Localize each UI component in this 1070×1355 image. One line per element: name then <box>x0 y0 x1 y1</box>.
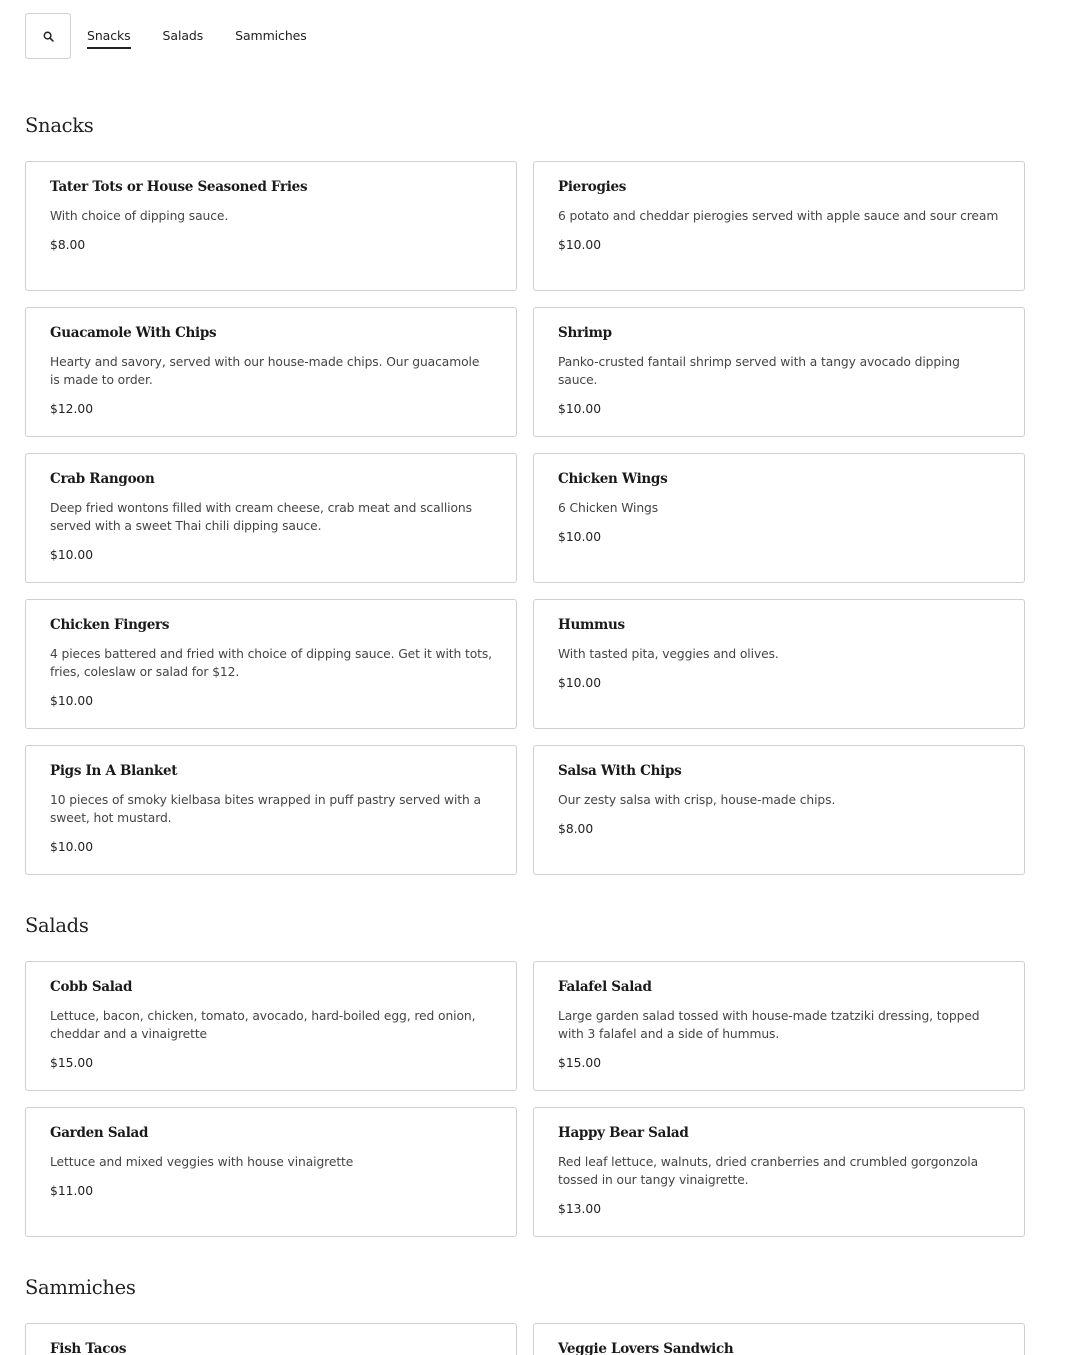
item-price: $10.00 <box>50 694 94 708</box>
item-description: Hearty and savory, served with our house-made chips. Our guacamole is made to order. <box>50 355 480 387</box>
item-price: $10.00 <box>558 238 602 252</box>
menu-item-card[interactable] <box>25 961 517 1091</box>
section-title: Snacks <box>25 114 94 137</box>
menu-grid <box>25 961 1025 1237</box>
item-description: 6 Chicken Wings <box>558 501 659 515</box>
item-name: Tater Tots or House Seasoned Fries <box>50 179 308 195</box>
item-name: Veggie Lovers Sandwich <box>558 1341 734 1355</box>
menu-item-card[interactable] <box>25 1107 517 1237</box>
item-name: Pigs In A Blanket <box>50 763 178 779</box>
item-price: $10.00 <box>558 530 602 544</box>
item-name: Happy Bear Salad <box>558 1125 689 1141</box>
section-title: Salads <box>25 914 89 937</box>
item-name: Chicken Wings <box>558 471 668 487</box>
menu-item-card[interactable] <box>533 453 1025 583</box>
menu-item-card[interactable] <box>533 161 1025 291</box>
item-name: Shrimp <box>558 325 612 341</box>
item-description: With tasted pita, veggies and olives. <box>558 647 779 661</box>
menu-grid <box>25 161 1025 875</box>
menu-item-card[interactable] <box>533 307 1025 437</box>
menu-item-card[interactable] <box>25 745 517 875</box>
item-price: $15.00 <box>50 1056 94 1070</box>
menu-item-card[interactable] <box>533 745 1025 875</box>
item-price: $8.00 <box>558 822 594 836</box>
menu-item-card[interactable] <box>25 161 517 291</box>
item-price: $10.00 <box>558 676 602 690</box>
menu-item-card[interactable] <box>533 1323 1025 1355</box>
item-name: Guacamole With Chips <box>50 325 217 341</box>
item-price: $13.00 <box>558 1202 602 1216</box>
top-navigation <box>25 12 339 60</box>
item-price: $10.00 <box>50 548 94 562</box>
item-description: Lettuce, bacon, chicken, tomato, avocado, hard-boiled egg, red onion, cheddar and a vinaigrette <box>50 1009 476 1041</box>
menu-item-card[interactable] <box>533 1107 1025 1237</box>
menu-item-card[interactable] <box>25 453 517 583</box>
item-description: 10 pieces of smoky kielbasa bites wrapped in puff pastry served with a sweet, hot mustard. <box>50 793 481 825</box>
item-name: Falafel Salad <box>558 979 652 995</box>
item-price: $10.00 <box>50 840 94 854</box>
item-price: $11.00 <box>50 1184 94 1198</box>
tab-snacks[interactable]: Snacks <box>87 27 131 43</box>
item-price: $8.00 <box>50 238 86 252</box>
item-description: 6 potato and cheddar pierogies served with apple sauce and sour cream <box>558 209 999 223</box>
tab-sammiches[interactable]: Sammiches <box>235 27 307 43</box>
item-price: $15.00 <box>558 1056 602 1070</box>
menu-item-card[interactable] <box>25 1323 517 1355</box>
item-name: Hummus <box>558 617 625 633</box>
item-name: Garden Salad <box>50 1125 149 1141</box>
item-name: Crab Rangoon <box>50 471 155 487</box>
item-price: $12.00 <box>50 402 94 416</box>
item-price: $10.00 <box>558 402 602 416</box>
item-description: Panko-crusted fantail shrimp served with a tangy avocado dipping sauce. <box>558 355 960 387</box>
item-name: Salsa With Chips <box>558 763 682 779</box>
category-tabs <box>87 12 339 60</box>
item-description: 4 pieces battered and fried with choice of dipping sauce. Get it with tots, fries, coleslaw or salad for $12. <box>50 647 492 679</box>
item-description: Large garden salad tossed with house-made tzatziki dressing, topped with 3 falafel and a side of hummus. <box>558 1009 980 1041</box>
menu-item-card[interactable] <box>533 599 1025 729</box>
menu-item-card[interactable] <box>25 599 517 729</box>
item-name: Chicken Fingers <box>50 617 170 633</box>
item-name: Pierogies <box>558 179 627 195</box>
search-button[interactable] <box>25 13 71 59</box>
item-description: Our zesty salsa with crisp, house-made chips. <box>558 793 836 807</box>
search-icon <box>43 31 54 42</box>
item-description: Red leaf lettuce, walnuts, dried cranberries and crumbled gorgonzola tossed in our tangy vinaigrette. <box>558 1155 979 1187</box>
menu-grid <box>25 1323 1025 1355</box>
tab-salads[interactable]: Salads <box>162 27 204 43</box>
menu-item-card[interactable] <box>25 307 517 437</box>
section-snacks <box>25 114 1025 878</box>
item-description: With choice of dipping sauce. <box>50 209 229 223</box>
section-salads <box>25 914 1025 1240</box>
item-description: Deep fried wontons filled with cream cheese, crab meat and scallions served with a sweet Thai chili dipping sauce. <box>50 501 472 533</box>
menu-item-card[interactable] <box>533 961 1025 1091</box>
section-sammiches <box>25 1276 1025 1355</box>
item-name: Fish Tacos <box>50 1341 127 1355</box>
section-title: Sammiches <box>25 1276 136 1299</box>
item-description: Lettuce and mixed veggies with house vinaigrette <box>50 1155 354 1169</box>
item-name: Cobb Salad <box>50 979 133 995</box>
